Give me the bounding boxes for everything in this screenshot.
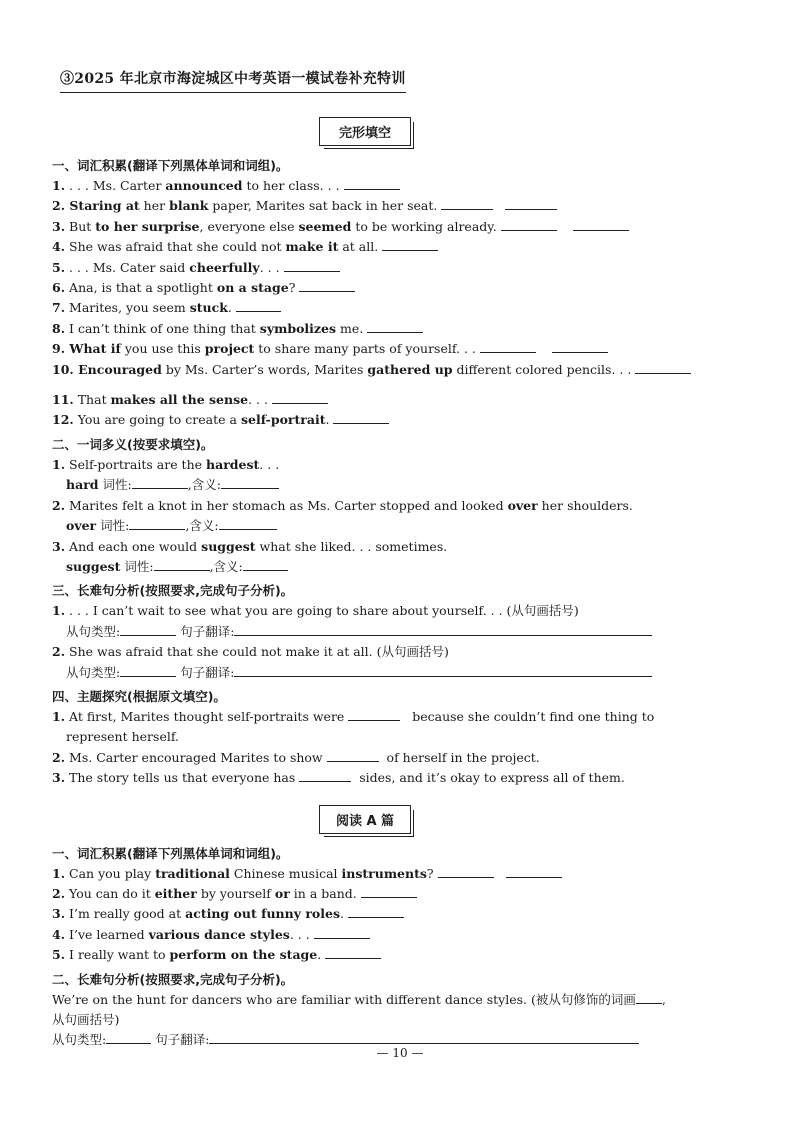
answer-blank[interactable]: [505, 197, 557, 210]
answer-blank[interactable]: [284, 259, 340, 272]
question-item: hard 词性: ,含义:: [52, 475, 678, 495]
answer-blank[interactable]: [480, 340, 536, 353]
answer-blank[interactable]: [506, 865, 562, 878]
question-item: 4. I’ve learned various dance styles. . .: [52, 925, 678, 945]
question-item: 从句类型: 句子翻译:: [52, 1030, 678, 1050]
question-item: 2. You can do it either by yourself or in a band.: [52, 884, 678, 904]
question-item: over 词性: ,含义:: [52, 516, 678, 536]
question-item: 10. Encouraged by Ms. Carter’s words, Marites gathered up different colored pencils. . .: [52, 360, 678, 380]
answer-blank[interactable]: [441, 197, 493, 210]
answer-blank[interactable]: [236, 299, 281, 312]
question-item: 7. Marites, you seem stuck.: [52, 298, 678, 318]
answer-blank[interactable]: [333, 411, 389, 424]
answer-blank[interactable]: [234, 664, 652, 677]
question-item: 3. But to her surprise, everyone else seemed to be working already.: [52, 217, 678, 237]
question-item: 11. That makes all the sense. . .: [52, 390, 678, 410]
question-item: 3. I’m really good at acting out funny roles.: [52, 904, 678, 924]
answer-blank[interactable]: [327, 749, 379, 762]
answer-blank[interactable]: [221, 476, 279, 489]
answer-blank[interactable]: [635, 361, 691, 374]
question-item: 4. She was afraid that she could not make it at all.: [52, 237, 678, 257]
question-item: 从句类型: 句子翻译:: [52, 663, 678, 683]
question-item: suggest 词性: ,含义:: [52, 557, 678, 577]
answer-blank[interactable]: [120, 623, 176, 636]
question-item: 从句画括号): [52, 1012, 120, 1027]
question-item: 8. I can’t think of one thing that symbolizes me.: [52, 319, 678, 339]
answer-blank[interactable]: [154, 558, 210, 571]
question-item: 2. Ms. Carter encouraged Marites to show of herself in the project.: [52, 749, 540, 765]
answer-blank[interactable]: [209, 1031, 639, 1044]
answer-blank[interactable]: [132, 476, 188, 489]
question-item: 从句类型: 句子翻译:: [52, 622, 678, 642]
answer-blank[interactable]: [361, 885, 417, 898]
question-item: 1. At first, Marites thought self-portraits were because she couldn’t find one thing to: [52, 708, 655, 724]
question-item: 5. I really want to perform on the stage.: [52, 945, 678, 965]
answer-blank[interactable]: [348, 905, 404, 918]
answer-blank[interactable]: [243, 558, 288, 571]
page-number: — 10 —: [376, 1046, 424, 1060]
question-item: 9. What if you use this project to share many parts of yourself. . .: [52, 339, 678, 359]
answer-blank[interactable]: [344, 177, 400, 190]
section-heading-reading-a: 阅读 A 篇: [319, 805, 411, 834]
question-item: 6. Ana, is that a spotlight on a stage?: [52, 278, 678, 298]
answer-blank[interactable]: [438, 865, 494, 878]
page-title: ③2025 年北京市海淀城区中考英语一模试卷补充特训: [60, 68, 406, 93]
answer-blank[interactable]: [129, 517, 185, 530]
part-heading: 二、一词多义(按要求填空)。: [52, 436, 214, 452]
answer-blank[interactable]: [573, 218, 629, 231]
answer-blank[interactable]: [348, 708, 400, 721]
answer-blank[interactable]: [299, 279, 355, 292]
answer-blank[interactable]: [552, 340, 608, 353]
question-item: 2. She was afraid that she could not make it at all. (从句画括号): [52, 644, 449, 660]
question-item: 5. . . . Ms. Cater said cheerfully. . .: [52, 258, 678, 278]
section-heading-cloze: 完形填空: [319, 117, 411, 146]
part-heading: 一、词汇积累(翻译下列黑体单词和词组)。: [52, 158, 289, 173]
answer-blank[interactable]: [299, 769, 351, 782]
question-item: 3. And each one would suggest what she liked. . . sometimes.: [52, 538, 448, 554]
answer-blank[interactable]: [636, 991, 662, 1004]
answer-blank[interactable]: [106, 1031, 151, 1044]
question-item: 3. The story tells us that everyone has sides, and it’s okay to express all of them.: [52, 770, 625, 786]
question-item: 1. Self-portraits are the hardest. . .: [52, 456, 280, 472]
question-item: 1. Can you play traditional Chinese musical instruments?: [52, 864, 678, 884]
answer-blank[interactable]: [219, 517, 277, 530]
answer-blank[interactable]: [382, 238, 438, 251]
answer-blank[interactable]: [314, 926, 370, 939]
part-heading: 三、长难句分析(按照要求,完成句子分析)。: [52, 583, 294, 599]
part-heading: 一、词汇积累(翻译下列黑体单词和词组)。: [52, 845, 289, 861]
question-item: 2. Staring at her blank paper, Marites sat back in her seat.: [52, 196, 678, 216]
answer-blank[interactable]: [501, 218, 557, 231]
question-item: represent herself.: [66, 729, 179, 745]
question-item: 2. Marites felt a knot in her stomach as Ms. Carter stopped and looked over her shoulders.: [52, 497, 633, 513]
answer-blank[interactable]: [325, 946, 381, 959]
question-item: 1. . . . I can’t wait to see what you are going to share about yourself. . . (从句画括号): [52, 603, 579, 619]
answer-blank[interactable]: [272, 391, 328, 404]
answer-blank[interactable]: [367, 320, 423, 333]
part-heading: 四、主题探究(根据原文填空)。: [52, 688, 226, 704]
answer-blank[interactable]: [234, 623, 652, 636]
question-item: 12. You are going to create a self-portrait.: [52, 410, 678, 430]
question-item: We’re on the hunt for dancers who are familiar with different dance styles. (被从句修饰的词画 ,: [52, 991, 666, 1007]
question-item: 1. . . . Ms. Carter announced to her class. . .: [52, 176, 678, 196]
answer-blank[interactable]: [120, 664, 176, 677]
part-heading: 二、长难句分析(按照要求,完成句子分析)。: [52, 971, 294, 987]
